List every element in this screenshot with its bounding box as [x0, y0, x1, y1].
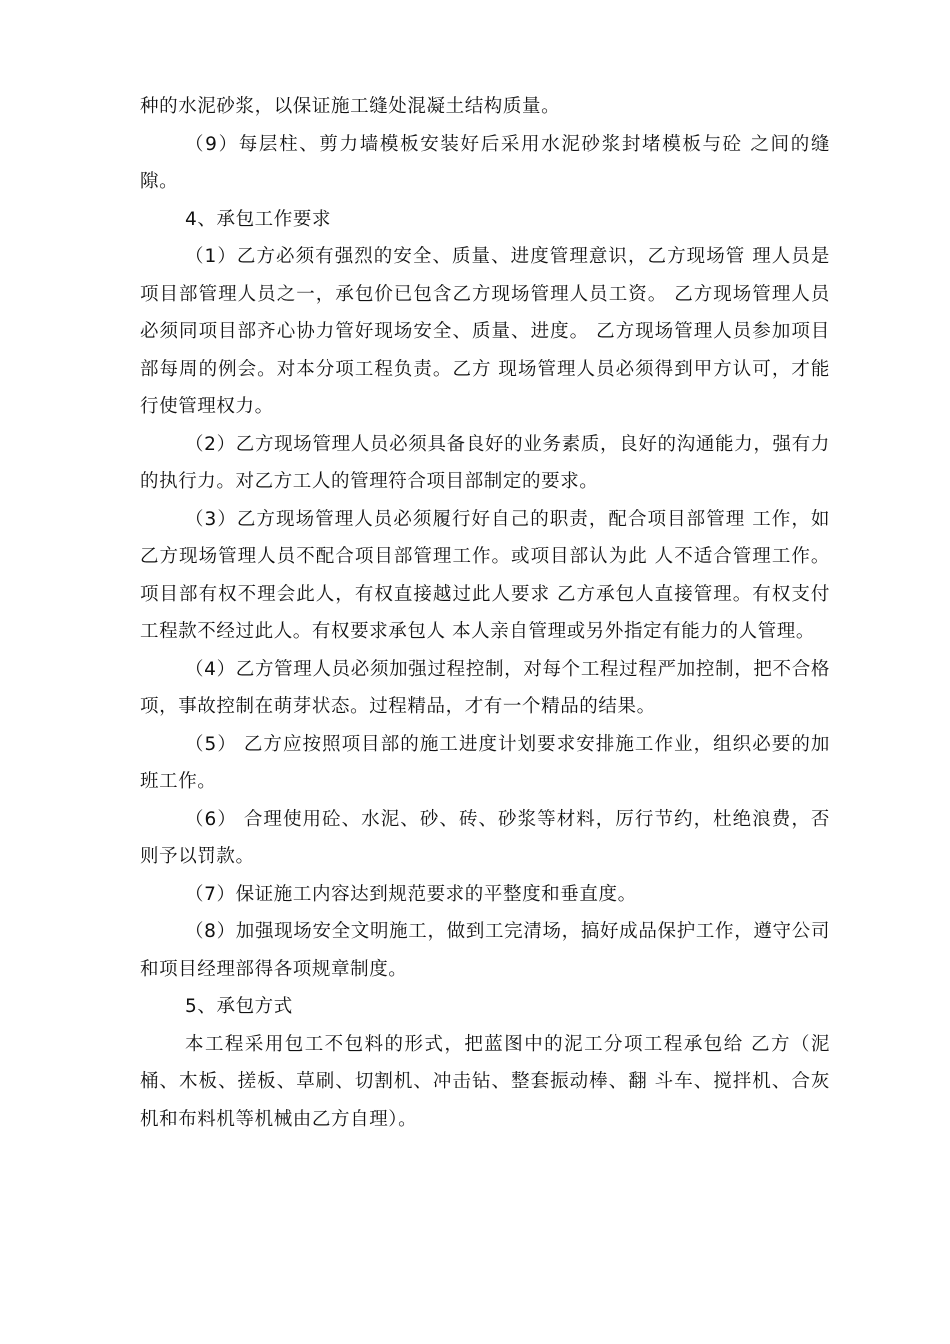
paragraph-item-6: （6） 合理使用砼、水泥、砂、砖、砂浆等材料，厉行节约，杜绝浪费，否则予以罚款。: [140, 808, 830, 867]
section-heading-4: 4、承包工作要求: [185, 208, 332, 230]
section-heading-5: 5、承包方式: [185, 996, 293, 1017]
paragraph-item-1: （1）乙方必须有强烈的安全、质量、进度管理意识，乙方现场管 理人员是项目部管理人员之一，承包价已包含乙方现场管理人员工资。 乙方现场管理人员必须同项目部齐心协力管好现场安全、质量、进度。 乙方现场管理人员参加项目部每周的例会。对本分项工程负责。乙方 现场管理人员必须得到甲方认可，才能行使管理权力。: [140, 246, 830, 417]
paragraph-item-4: （4）乙方管理人员必须加强过程控制，对每个工程过程严加控制，把不合格项，事故控制在萌芽状态。过程精品，才有一个精品的结果。: [140, 658, 830, 717]
paragraph-contract-method: 本工程采用包工不包料的形式，把蓝图中的泥工分项工程承包给 乙方（泥桶、木板、搓板、草刷、切割机、冲击钻、整套振动棒、翻 斗车、搅拌机、合灰机和布料机等机械由乙方自理）。: [140, 1033, 830, 1130]
paragraph-item-5: （5） 乙方应按照项目部的施工进度计划要求安排施工作业，组织必要的加班工作。: [140, 733, 830, 792]
document-body: [140, 88, 830, 1138]
paragraph-item-3: （3）乙方现场管理人员必须履行好自己的职责，配合项目部管理 工作，如乙方现场管理人员不配合项目部管理工作。或项目部认为此 人不适合管理工作。项目部有权不理会此人，有权直接越过此人要求 乙方承包人直接管理。有权支付工程款不经过此人。有权要求承包人 本人亲自管理或另外指定有能力的人管理。: [140, 508, 830, 642]
paragraph-continuation: 种的水泥砂浆，以保证施工缝处混凝土结构质量。: [140, 96, 561, 117]
paragraph-item-2: （2）乙方现场管理人员必须具备良好的业务素质，良好的沟通能力，强有力的执行力。对乙方工人的管理符合项目部制定的要求。: [140, 433, 830, 492]
paragraph-item-9: （9）每层柱、剪力墙模板安装好后采用水泥砂浆封堵模板与砼 之间的缝隙。: [140, 133, 830, 192]
paragraph-item-8: （8）加强现场安全文明施工，做到工完清场，搞好成品保护工作，遵守公司和项目经理部得各项规章制度。: [140, 921, 830, 980]
paragraph-item-7: （7）保证施工内容达到规范要求的平整度和垂直度。: [185, 883, 637, 905]
